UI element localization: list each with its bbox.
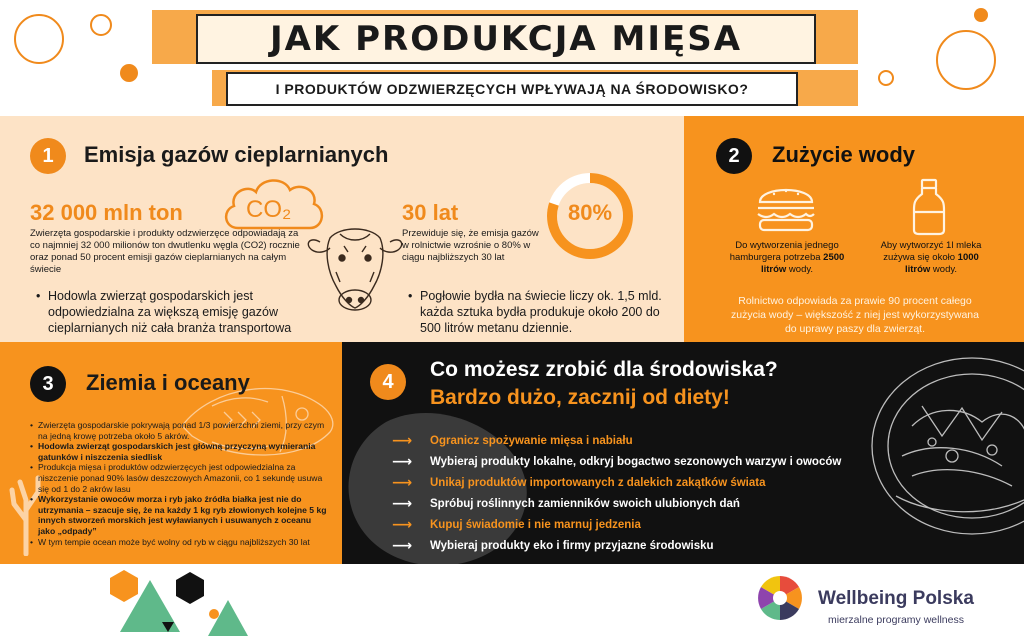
- title-box: [196, 14, 816, 64]
- stat-emissions-tons: 32 000 mln ton: [30, 200, 183, 225]
- tip-text: Wybieraj produkty eko i firmy przyjazne środowisku: [430, 539, 714, 552]
- list-item: • Zwierzęta gospodarskie pokrywają ponad 1/3 powierzchni ziemi, przy czym na jedną krowę potrzeba około 5 akrów.: [38, 420, 328, 441]
- section-number-2: 2: [716, 138, 752, 174]
- tip-text: Ogranicz spożywanie mięsa i nabiału: [430, 434, 633, 447]
- subtitle-box: [226, 72, 798, 106]
- decorative-shapes: [110, 570, 250, 640]
- decorative-dot: [974, 8, 988, 22]
- milk-caption-amount: 1000 litrów: [904, 252, 979, 275]
- arrow-right-icon: ⟶: [392, 495, 413, 511]
- arrow-right-icon: ⟶: [392, 474, 413, 490]
- list-item: • Produkcja mięsa i produktów odzwierzęcych jest odpowiedzialna za niszczenie ponad 90% lasów deszczowych Amazonii, co 1 sekundę usuwa się od 1 do 2 akrów lasu: [38, 462, 328, 494]
- water-footer-text: Rolnictwo odpowiada za prawie 90 procent całego zużycia wody – większość z niej jest wykorzystywana do uprawy paszy dla zwierząt.: [730, 295, 979, 335]
- co2-label: CO₂: [246, 196, 292, 223]
- section-title-actions: Co możesz zrobić dla środowiska?: [430, 358, 778, 381]
- stat-emissions-text: Zwierzęta gospodarskie i produkty odzwierzęce odpowiadają za co najmniej 32 000 milionów ton dwutlenku węgla (CO2) rocznie oraz ponad 50 procent emisji gazów cieplarnianych na całym świecie: [30, 228, 300, 275]
- list-item: [392, 430, 912, 451]
- burger-icon: [754, 180, 818, 234]
- wellbeing-logo-icon: [756, 574, 804, 622]
- page-subtitle: I PRODUKTÓW ODZWIERZĘCYCH WPŁYWAJĄ NA ŚRODOWISKO?: [275, 81, 749, 97]
- coral-icon: [8, 460, 42, 556]
- page-title: JAK PRODUKCJA MIĘSA: [269, 19, 743, 59]
- decorative-circle: [936, 30, 996, 90]
- burger-caption-text: Do wytworzenia jednego hamburgera potrzeba: [729, 240, 839, 263]
- tips-list: [392, 430, 912, 556]
- section-subtitle-actions: Bardzo dużo, zacznij od diety!: [430, 386, 730, 409]
- burger-caption-amount: 2500 litrów: [760, 252, 845, 275]
- bullet-cattle-methane: • Pogłowie bydła na świecie liczy ok. 1,5 mld. każda sztuka bydła produkuje około 200 do 500 litrów metanu dziennie.: [420, 288, 680, 336]
- decorative-circle: [878, 70, 894, 86]
- decorative-circle: [14, 14, 64, 64]
- section-water: [684, 116, 1024, 342]
- brand-name: Wellbeing Polska: [818, 588, 974, 609]
- list-item: [392, 472, 912, 493]
- percent-label: 80%: [567, 200, 613, 225]
- burger-water-caption: [722, 240, 852, 276]
- tip-text: Spróbuj roślinnych zamienników swoich ulubionych dań: [430, 497, 740, 510]
- section-title-emissions: Emisja gazów cieplarnianych: [84, 142, 389, 167]
- decorative-dot: [120, 64, 138, 82]
- section-number-3: 3: [30, 366, 66, 402]
- stat-30-years-text: Przewiduje się, że emisja gazów w rolnictwie wzrośnie o 80% w ciągu najbliższych 30 lat: [402, 228, 539, 263]
- list-item: • Wykorzystanie owoców morza i ryb jako źródła białka jest nie do utrzymania – szacuje się, że na każdy 1 kg ryb złowionych kolejne 5 kg innych stworzeń morskich jest wyławianych i usuwanych z oceanu jako „odpady”: [38, 494, 328, 536]
- tip-text: Wybieraj produkty lokalne, odkryj bogactwo sezonowych warzyw i owoców: [430, 455, 842, 468]
- milk-bottle-icon: [910, 178, 948, 236]
- land-oceans-list: [38, 420, 328, 547]
- tip-text: Unikaj produktów importowanych z dalekich zakątków świata: [430, 476, 766, 489]
- section-number-1: 1: [30, 138, 66, 174]
- arrow-right-icon: ⟶: [392, 432, 413, 448]
- header: [0, 0, 1024, 116]
- tip-text: Kupuj świadomie i nie marnuj jedzenia: [430, 518, 641, 531]
- list-item: [392, 493, 912, 514]
- section-title-water: Zużycie wody: [772, 142, 916, 167]
- stat-30-years: 30 lat: [402, 200, 459, 225]
- milk-water-caption: [872, 240, 990, 276]
- bullet-transport: • Hodowla zwierząt gospodarskich jest odpowiedzialna za większą emisję gazów cieplarnianych niż cała branża transportowa: [48, 288, 310, 336]
- milk-caption-unit: wody.: [932, 264, 958, 275]
- list-item: • Hodowla zwierząt gospodarskich jest główną przyczyną wymierania gatunków i niszczenia siedlisk: [38, 441, 328, 462]
- arrow-right-icon: ⟶: [392, 453, 413, 469]
- decorative-circle: [90, 14, 112, 36]
- list-item: [392, 514, 912, 535]
- brand-tagline: mierzalne programy wellness: [828, 614, 964, 626]
- cow-icon: [300, 212, 410, 322]
- list-item: [392, 535, 912, 556]
- section-number-4: 4: [370, 364, 406, 400]
- arrow-right-icon: ⟶: [392, 516, 413, 532]
- burger-caption-unit: wody.: [788, 264, 814, 275]
- arrow-right-icon: ⟶: [392, 537, 413, 553]
- milk-caption-text: Aby wytworzyć 1l mleka zużywa się około: [880, 240, 982, 263]
- section-title-land: Ziemia i oceany: [86, 370, 250, 395]
- list-item: • W tym tempie ocean może być wolny od ryb w ciągu najbliższych 30 lat: [38, 537, 328, 548]
- list-item: [392, 451, 912, 472]
